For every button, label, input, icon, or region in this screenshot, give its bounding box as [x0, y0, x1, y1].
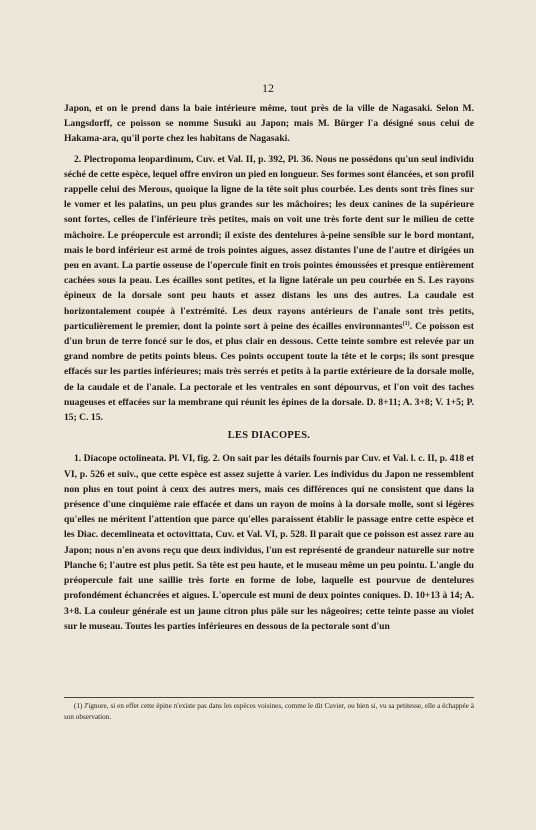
footnote-divider [64, 697, 474, 698]
main-text [64, 101, 474, 634]
footnote-text: (1) J'ignore, si en effet cette épine n'existe pas dans les espèces voisines, comme le dit Cuvier, ou bien si, vu sa petitesse, elle a échappée à son observation. [64, 702, 474, 721]
section-heading: LES DIACOPES. [227, 430, 311, 442]
page-number: 12 [262, 81, 274, 95]
footnote-reference[interactable]: (1) [402, 320, 410, 327]
paragraph-plectropoma-part-2: . Ce poisson est d'un brun de terre foncé sur le dos, et plus clair en dessous. Cette teinte sombre est relevée par un grand nombre de petits points bleus. Ces points occupent toute la tête et le corps; ils sont presque effacés sur les parties inférieures; mais très serrés et petits à la partie extérieure de la dorsale molle, de la caudale et de l'anale. La pectorale et les ventrales en sont dépourvus, et l'on voit des taches nuageuses et effacées sur la membrane qui réunit les épines de la dorsale. D. 8+11; A. 3+8; V. 1+5; P. 15; C. 15. [64, 320, 474, 424]
paragraph-intro: Japon, et on le prend dans la baie intérieure même, tout près de la ville de Nagasaki. Selon M. Langsdorff, ce poisson se nomme Susuki au Japon; mais M. Bürger l'a désigné sous celui de Hakama-ara, qu'il porte chez les habitans de Nagasaki. [64, 103, 474, 145]
paragraph-diacope: 1. Diacope octolineata. Pl. VI, fig. 2. On sait par les détails fournis par Cuv. et Val. l. c. II, p. 418 et VI, p. 526 et suiv., que cette espèce est assez sujette à varier. Les individus du Japon ne ressemblent non plus en tout point à ceux des autres mers, mais ces différences qui ne consistent que dans la présence d'une cinquième raie effacée et dans un rayon de moins à la dorsale molle, sont si légères qu'elles ne méritent l'attention que parce qu'elles paraissent établir le passage entre cette espèce et les Diac. decemlineata et octovittata, Cuv. et Val. VI, p. 528. Il paraît que ce poisson est assez rare au Japon; nous n'en avons reçu que deux individus, l'un est représenté de grandeur naturelle sur notre Planche 6; l'autre est plus petit. Sa tête est peu haute, et le museau même un peu pointu. L'angle du préopercule fait une saillie très forte en forme de lobe, laquelle est pourvue de dentelures profondément échancrées et aigues. L'opercule est muni de deux pointes coniques. D. 10+13 à 14; A. 3+8. La couleur générale est un jaune citron plus pâle sur les nâgeoires; cette teinte passe au violet sur le museau. Toutes les parties inférieures en dessous de la pectorale sont d'un [64, 453, 474, 632]
paragraph-plectropoma-part-1: 2. Plectropoma leopardinum, Cuv. et Val. II, p. 392, Pl. 36. Nous ne possédons qu'un seul individu séché de cette espèce, lequel offre environ un pied en longueur. Ses formes sont élancées, et son profil rappelle celui des Merous, quoique la ligne de la tête soit plus courbée. Les dents sont très fines sur le vomer et les palatins, un peu plus grandes sur les mâchoires; les deux canines de la supérieure sont fortes, celles de l'inférieure très petites, mais on voit une très forte dent sur le milieu de cette mâchoire. Le préopercule est arrondi; il existe des dentelures à-peine sensible sur le bord montant, mais le bord inférieur est armé de trois pointes aigues, assez distantes l'une de l'autre et dirigées un peu en avant. La partie osseuse de l'opercule finit en trois pointes émoussées et presque entièrement cachées sous la peau. Les écailles sont petites, et la ligne latérale un peu courbée en S. Les rayons épineux de la dorsale sont peu hauts et assez distans les uns des autres. La caudale est horizontalement coupée à l'extrémité. Les deux rayons antérieurs de l'anale sont très petits, particulièrement le premier, dont la pointe sort à peine des écailles environnantes [64, 153, 475, 332]
paragraph-plectropoma [64, 152, 474, 426]
footnote-area [64, 701, 474, 722]
